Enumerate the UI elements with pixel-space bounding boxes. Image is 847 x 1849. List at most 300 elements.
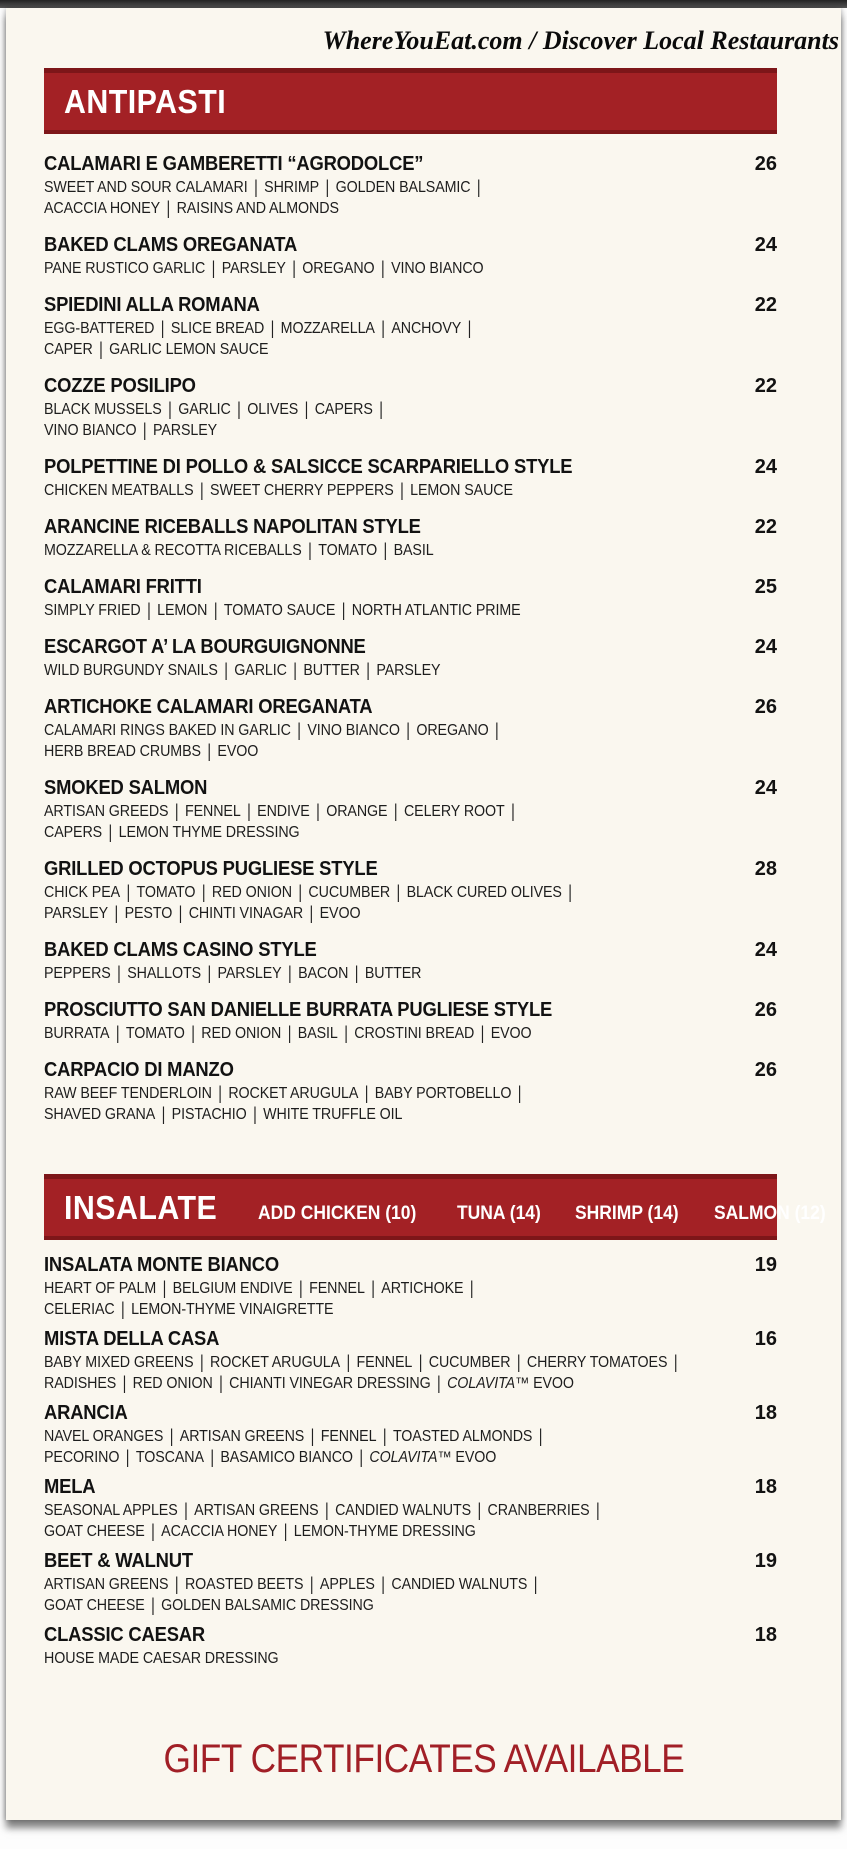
ingredient: CHERRY TOMATOES	[526, 1354, 668, 1371]
ingredient: GOLDEN BALSAMIC	[335, 179, 471, 196]
separator-bar: |	[297, 720, 301, 741]
item-price: 24	[754, 456, 777, 478]
item-description-line	[44, 1299, 333, 1320]
ingredient: ENDIVE	[257, 803, 310, 820]
item-row	[44, 694, 777, 720]
separator-bar: |	[160, 318, 165, 339]
separator-bar: |	[364, 1083, 369, 1104]
ingredient: HOUSE MADE CAESAR DRESSING	[44, 1650, 279, 1667]
ingredient: SHALLOTS	[127, 965, 202, 982]
separator-bar: |	[224, 660, 228, 681]
item-description-line	[44, 720, 505, 741]
separator-bar: |	[379, 399, 383, 420]
menu-section-antipasti	[44, 68, 777, 1174]
ingredient: EVOO	[319, 905, 361, 922]
item-description-line	[44, 1104, 402, 1125]
ingredient: BASAMICO BIANCO	[220, 1449, 353, 1466]
ingredient: CANDIED WALNUTS	[391, 1576, 528, 1593]
ingredient: PEPPERS	[44, 965, 111, 982]
ingredient: APPLES	[319, 1576, 375, 1593]
separator-bar: |	[283, 1521, 288, 1542]
ingredient: VINO BIANCO	[307, 722, 400, 739]
ingredient: PARSLEY	[44, 905, 109, 922]
separator-bar: |	[108, 822, 113, 843]
separator-bar: |	[166, 198, 171, 219]
ingredient: SHRIMP	[264, 179, 320, 196]
ingredient: BUTTER	[303, 662, 360, 679]
ingredient: CELERIAC	[44, 1301, 115, 1318]
separator-bar: |	[568, 882, 572, 903]
separator-bar: |	[142, 420, 147, 441]
menu-item	[44, 1548, 777, 1616]
separator-bar: |	[207, 741, 211, 762]
menu-item	[44, 1326, 777, 1394]
item-name: CARPACIO DI MANZO	[44, 1059, 234, 1081]
menu-item	[44, 856, 777, 924]
item-price: 26	[754, 1059, 777, 1081]
separator-bar: |	[184, 1500, 188, 1521]
gift-certificates-note	[6, 1739, 841, 1779]
separator-bar: |	[393, 801, 398, 822]
site-header	[6, 20, 841, 68]
separator-bar: |	[381, 318, 385, 339]
separator-bar: |	[469, 1278, 474, 1299]
separator-bar: |	[325, 177, 330, 198]
item-row	[44, 856, 777, 882]
item-description-line	[44, 318, 478, 339]
item-row	[44, 1252, 777, 1278]
ingredient: EGG-BATTERED	[44, 320, 155, 337]
ingredient: BASIL	[297, 1025, 338, 1042]
separator-bar: |	[371, 1278, 375, 1299]
menu-item	[44, 514, 777, 561]
ingredient: CANDIED WALNUTS	[335, 1502, 472, 1519]
addon-label: SALMON (12)	[714, 1202, 827, 1224]
menu-item	[44, 634, 777, 681]
item-row	[44, 373, 777, 399]
item-row	[44, 1474, 777, 1500]
ingredient: GOAT CHEESE	[44, 1597, 145, 1614]
item-description-line	[44, 480, 513, 501]
item-price: 26	[754, 153, 777, 175]
menu-item	[44, 775, 777, 843]
separator-bar: |	[309, 903, 314, 924]
ingredient: CHINTI VINAGAR	[188, 905, 304, 922]
ingredient: PARSLEY	[221, 260, 286, 277]
ingredient: BURRATA	[44, 1025, 110, 1042]
separator-bar: |	[114, 903, 119, 924]
separator-bar: |	[174, 1574, 179, 1595]
separator-bar: |	[298, 882, 302, 903]
item-price: 22	[754, 294, 777, 316]
separator-bar: |	[341, 600, 346, 621]
ingredient: BLACK MUSSELS	[44, 401, 162, 418]
separator-bar: |	[211, 258, 216, 279]
section-banner	[44, 1174, 827, 1240]
ingredient: GARLIC LEMON SAUCE	[109, 341, 269, 358]
separator-bar: |	[288, 963, 292, 984]
menu-section-insalate	[44, 1174, 827, 1685]
ingredient: GOLDEN BALSAMIC DRESSING	[161, 1597, 374, 1614]
ingredient: ARTISAN GREEDS	[44, 803, 169, 820]
separator-bar: |	[178, 903, 183, 924]
ingredient: CROSTINI BREAD	[354, 1025, 475, 1042]
item-row	[44, 634, 777, 660]
ingredient: FENNEL	[320, 1428, 377, 1445]
separator-bar: |	[270, 318, 275, 339]
ingredient: HERB BREAD CRUMBS	[44, 743, 201, 760]
separator-bar: |	[191, 1023, 195, 1044]
separator-bar: |	[480, 1023, 485, 1044]
ingredient: RAW BEEF TENDERLOIN	[44, 1085, 212, 1102]
ingredient: WHITE TRUFFLE OIL	[263, 1106, 403, 1123]
site-header-text: WhereYouEat.com / Discover Local Restaurants	[322, 26, 839, 55]
separator-bar: |	[210, 1447, 214, 1468]
menu-item	[44, 151, 777, 219]
separator-bar: |	[253, 1104, 257, 1125]
separator-bar: |	[310, 1426, 315, 1447]
item-row	[44, 454, 777, 480]
separator-bar: |	[151, 1521, 155, 1542]
item-row	[44, 937, 777, 963]
item-row	[44, 1400, 777, 1426]
menu-item	[44, 1400, 777, 1468]
ingredient: BELGIUM ENDIVE	[172, 1280, 293, 1297]
item-name: MISTA DELLA CASA	[44, 1328, 220, 1350]
item-name: BEET & WALNUT	[44, 1550, 193, 1572]
separator-bar: |	[476, 177, 481, 198]
item-description-line	[44, 903, 360, 924]
menu-item	[44, 1252, 777, 1320]
separator-bar: |	[366, 660, 370, 681]
item-name: CALAMARI FRITTI	[44, 576, 202, 598]
section-items	[44, 134, 777, 1174]
separator-bar: |	[174, 801, 179, 822]
separator-bar: |	[99, 339, 103, 360]
ingredient: SHAVED GRANA	[44, 1106, 156, 1123]
ingredient: RADISHES	[44, 1375, 117, 1392]
separator-bar: |	[381, 1574, 385, 1595]
item-name: POLPETTINE DI POLLO & SALSICCE SCARPARIELLO STYLE	[44, 456, 573, 478]
item-price: 26	[754, 696, 777, 718]
separator-bar: |	[218, 1083, 222, 1104]
ingredient: LEMON	[157, 602, 208, 619]
item-description-line	[44, 198, 339, 219]
ingredient: LEMON-THYME DRESSING	[293, 1523, 476, 1540]
separator-bar: |	[381, 258, 385, 279]
item-price: 18	[754, 1476, 777, 1498]
item-name: SMOKED SALMON	[44, 777, 208, 799]
separator-bar: |	[121, 1299, 125, 1320]
separator-bar: |	[477, 1500, 482, 1521]
separator-bar: |	[115, 1023, 120, 1044]
ingredient: ARTISAN GREENS	[179, 1428, 305, 1445]
menu-sections	[44, 68, 827, 1685]
item-row	[44, 775, 777, 801]
addon-label: ADD CHICKEN (10)	[257, 1202, 416, 1224]
separator-bar: |	[219, 1373, 223, 1394]
item-description-line	[44, 420, 217, 441]
menu-item	[44, 997, 777, 1044]
separator-bar: |	[201, 882, 206, 903]
menu-item	[44, 292, 777, 360]
ingredient: MOZZARELLA & RECOTTA RICEBALLS	[44, 542, 302, 559]
item-price: 28	[754, 858, 777, 880]
item-name: CLASSIC CAESAR	[44, 1624, 205, 1646]
footer-text: GIFT CERTIFICATES AVAILABLE	[163, 1737, 684, 1781]
item-description-line	[44, 1574, 544, 1595]
menu-item	[44, 454, 777, 501]
menu-item	[44, 1622, 777, 1669]
item-price: 24	[754, 636, 777, 658]
menu-item	[44, 232, 777, 279]
ingredient: ARTISAN GREENS	[44, 1576, 169, 1593]
separator-bar: |	[418, 1352, 423, 1373]
separator-bar: |	[467, 318, 472, 339]
ingredient: PECORINO	[44, 1449, 120, 1466]
ingredient: PESTO	[124, 905, 173, 922]
ingredient: ACACCIA HONEY	[161, 1523, 278, 1540]
separator-bar: |	[406, 720, 410, 741]
item-price: 22	[754, 375, 777, 397]
item-name: GRILLED OCTOPUS PUGLIESE STYLE	[44, 858, 378, 880]
item-description-line	[44, 1426, 549, 1447]
item-name: ARANCINE RICEBALLS NAPOLITAN STYLE	[44, 516, 421, 538]
item-description-line	[44, 600, 521, 621]
ingredient: VINO BIANCO	[44, 422, 137, 439]
separator-bar: |	[161, 1104, 166, 1125]
item-description-line	[44, 1373, 574, 1394]
ingredient: OREGANO	[302, 260, 375, 277]
separator-bar: |	[117, 963, 121, 984]
item-row	[44, 997, 777, 1023]
ingredient: ACACCIA HONEY	[44, 200, 161, 217]
separator-bar: |	[325, 1500, 329, 1521]
separator-bar: |	[126, 882, 131, 903]
ingredient: CALAMARI RINGS BAKED IN GARLIC	[44, 722, 291, 739]
item-price: 19	[754, 1254, 777, 1276]
separator-bar: |	[237, 399, 241, 420]
ingredient: PARSLEY	[217, 965, 282, 982]
item-price: 16	[754, 1328, 777, 1350]
item-row	[44, 1326, 777, 1352]
ingredient: EVOO	[490, 1025, 532, 1042]
addon-label: SHRIMP (14)	[574, 1202, 679, 1224]
item-description-line	[44, 1352, 684, 1373]
ingredient: CUCUMBER	[308, 884, 391, 901]
separator-bar: |	[199, 1352, 204, 1373]
separator-bar: |	[673, 1352, 678, 1373]
ingredient: GOAT CHEESE	[44, 1523, 145, 1540]
item-name: CALAMARI E GAMBERETTI “AGRODOLCE”	[44, 153, 424, 175]
separator-bar: |	[162, 1278, 167, 1299]
separator-bar: |	[316, 801, 320, 822]
item-name: INSALATA MONTE BIANCO	[44, 1254, 279, 1276]
item-description-line	[44, 1083, 528, 1104]
ingredient: LEMON-THYME VINAIGRETTE	[131, 1301, 334, 1318]
ingredient: NORTH ATLANTIC PRIME	[351, 602, 521, 619]
item-price: 19	[754, 1550, 777, 1572]
item-description-line	[44, 1023, 532, 1044]
item-description-line	[44, 258, 484, 279]
addon-label: TUNA (14)	[456, 1202, 541, 1224]
ingredient: RAISINS AND ALMONDS	[176, 200, 339, 217]
item-price: 24	[754, 777, 777, 799]
separator-bar: |	[247, 801, 251, 822]
separator-bar: |	[287, 1023, 292, 1044]
item-row	[44, 292, 777, 318]
separator-bar: |	[382, 1426, 387, 1447]
ingredient: SWEET CHERRY PEPPERS	[210, 482, 394, 499]
ingredient: COLAVITA™ EVOO	[447, 1375, 574, 1392]
item-name: MELA	[44, 1476, 96, 1498]
item-name: PROSCIUTTO SAN DANIELLE BURRATA PUGLIESE STYLE	[44, 999, 553, 1021]
item-row	[44, 1622, 777, 1648]
section-banner	[44, 68, 777, 134]
ingredient: BABY PORTOBELLO	[374, 1085, 512, 1102]
menu-item	[44, 694, 777, 762]
separator-bar: |	[495, 720, 499, 741]
ingredient: PISTACHIO	[171, 1106, 247, 1123]
separator-bar: |	[168, 399, 172, 420]
ingredient: RED ONION	[211, 884, 292, 901]
item-description-line	[44, 177, 487, 198]
item-description-line	[44, 882, 578, 903]
separator-bar: |	[396, 882, 401, 903]
separator-bar: |	[538, 1426, 543, 1447]
item-description-line	[44, 1447, 496, 1468]
ingredient: CUCUMBER	[428, 1354, 511, 1371]
item-description-line	[44, 339, 268, 360]
item-description-line	[44, 660, 440, 681]
scan-top-edge	[0, 0, 847, 8]
separator-bar: |	[511, 801, 515, 822]
ingredient: ROCKET ARUGULA	[210, 1354, 341, 1371]
item-description-line	[44, 822, 300, 843]
separator-bar: |	[169, 1426, 174, 1447]
ingredient: PARSLEY	[376, 662, 441, 679]
item-row	[44, 514, 777, 540]
section-title: ANTIPASTI	[64, 83, 227, 120]
item-description-line	[44, 1500, 606, 1521]
ingredient: TOMATO	[136, 884, 196, 901]
separator-bar: |	[308, 540, 312, 561]
menu-item	[44, 1474, 777, 1542]
item-description-line	[44, 801, 521, 822]
item-description-line	[44, 1648, 279, 1669]
ingredient: COLAVITA™ EVOO	[369, 1449, 497, 1466]
separator-bar: |	[517, 1083, 522, 1104]
ingredient: NAVEL ORANGES	[44, 1428, 164, 1445]
separator-bar: |	[151, 1595, 155, 1616]
ingredient: HEART OF PALM	[44, 1280, 157, 1297]
section-items	[44, 1240, 777, 1685]
separator-bar: |	[516, 1352, 521, 1373]
ingredient: OREGANO	[416, 722, 489, 739]
separator-bar: |	[304, 399, 309, 420]
separator-bar: |	[400, 480, 404, 501]
ingredient: ARTICHOKE	[381, 1280, 464, 1297]
ingredient: CAPER	[44, 341, 93, 358]
ingredient: TOASTED ALMONDS	[392, 1428, 533, 1445]
separator-bar: |	[299, 1278, 303, 1299]
menu-item	[44, 574, 777, 621]
ingredient: SEASONAL APPLES	[44, 1502, 178, 1519]
item-price: 26	[754, 999, 777, 1021]
ingredient: FENNEL	[309, 1280, 365, 1297]
separator-bar: |	[437, 1373, 441, 1394]
item-row	[44, 1057, 777, 1083]
ingredient: BABY MIXED GREENS	[44, 1354, 194, 1371]
ingredient: TOMATO SAUCE	[223, 602, 336, 619]
ingredient: GARLIC	[178, 401, 231, 418]
item-price: 22	[754, 516, 777, 538]
menu-item	[44, 1057, 777, 1125]
menu-item	[44, 373, 777, 441]
item-row	[44, 1548, 777, 1574]
separator-bar: |	[383, 540, 388, 561]
ingredient: TOMATO	[318, 542, 378, 559]
item-row	[44, 232, 777, 258]
separator-bar: |	[533, 1574, 538, 1595]
item-name: BAKED CLAMS CASINO STYLE	[44, 939, 317, 961]
ingredient: FENNEL	[184, 803, 241, 820]
separator-bar: |	[359, 1447, 363, 1468]
ingredient: CELERY ROOT	[403, 803, 505, 820]
item-description-line	[44, 1278, 480, 1299]
ingredient: MOZZARELLA	[280, 320, 375, 337]
item-name: ESCARGOT A’ LA BOURGUIGNONNE	[44, 636, 366, 658]
item-row	[44, 574, 777, 600]
ingredient: BUTTER	[364, 965, 422, 982]
separator-bar: |	[213, 600, 218, 621]
section-addons	[258, 1203, 836, 1225]
ingredient: ORANGE	[326, 803, 388, 820]
ingredient: GARLIC	[234, 662, 287, 679]
ingredient: LEMON THYME DRESSING	[118, 824, 300, 841]
ingredient: ROASTED BEETS	[184, 1576, 304, 1593]
ingredient: EVOO	[217, 743, 259, 760]
ingredient: CAPERS	[314, 401, 373, 418]
item-description-line	[44, 1595, 374, 1616]
ingredient: OLIVES	[247, 401, 299, 418]
ingredient: TOSCANA	[135, 1449, 204, 1466]
ingredient: BASIL	[393, 542, 434, 559]
item-name: COZZE POSILIPO	[44, 375, 196, 397]
item-row	[44, 151, 777, 177]
menu-item	[44, 937, 777, 984]
ingredient: BACON	[298, 965, 349, 982]
ingredient: SWEET AND SOUR CALAMARI	[44, 179, 248, 196]
ingredient: CAPERS	[44, 824, 103, 841]
ingredient: FENNEL	[356, 1354, 413, 1371]
item-description-line	[44, 741, 258, 762]
ingredient: ROCKET ARUGULA	[228, 1085, 359, 1102]
separator-bar: |	[207, 963, 212, 984]
ingredient: TOMATO	[125, 1025, 185, 1042]
ingredient: LEMON SAUCE	[410, 482, 513, 499]
ingredient: VINO BIANCO	[391, 260, 484, 277]
ingredient: PANE RUSTICO GARLIC	[44, 260, 206, 277]
item-name: ARANCIA	[44, 1402, 128, 1424]
ingredient: CHIANTI VINEGAR DRESSING	[229, 1375, 431, 1392]
ingredient: CRANBERRIES	[487, 1502, 590, 1519]
ingredient: SIMPLY FRIED	[44, 602, 141, 619]
separator-bar: |	[199, 480, 204, 501]
item-price: 25	[754, 576, 777, 598]
ingredient: BLACK CURED OLIVES	[406, 884, 562, 901]
item-name: SPIEDINI ALLA ROMANA	[44, 294, 260, 316]
